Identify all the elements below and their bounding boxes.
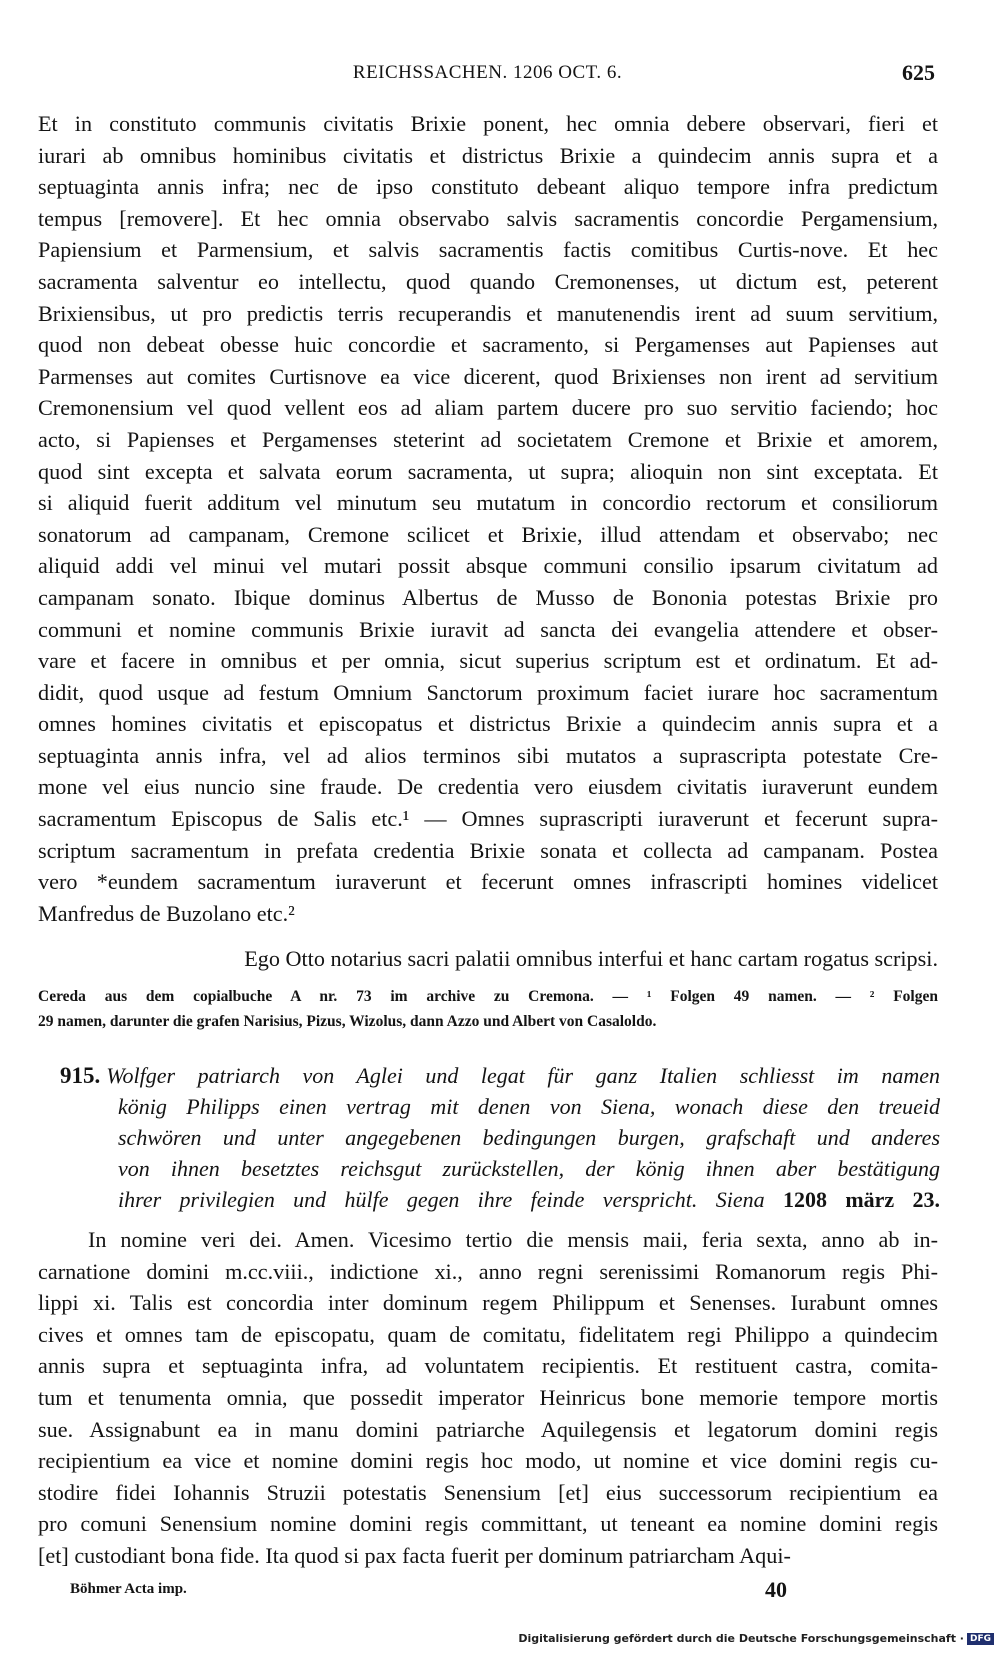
regest-line: ihrer privilegien und hülfe gegen ihre feinde verspricht. Siena bbox=[118, 1187, 765, 1212]
text-line: lippi xi. Talis est concordia inter dominum regem Philippum et Senenses. Iurabunt omnes bbox=[38, 1290, 938, 1316]
footnote-line: 29 namen, darunter die grafen Narisius, Pizus, Wizolus, dann Azzo und Albert von Casaloldo. bbox=[38, 1013, 657, 1030]
regest-line: schwören und unter angegebenen bedingungen burgen, grafschaft und anderes bbox=[118, 1125, 940, 1150]
document-text-block-2 bbox=[38, 1224, 938, 1572]
text-line: septuaginta annis infra, vel ad alios terminos sibi mutatos a suprascripta potestate Cre- bbox=[38, 742, 938, 768]
text-line: Cremonensium vel quod vellent eos ad aliam partem ducere pro suo servitio faciendo; hoc bbox=[38, 395, 938, 421]
text-line: campanam sonato. Ibique dominus Albertus de Musso de Bononia potestas Brixie pro bbox=[38, 584, 938, 610]
page-number: 625 bbox=[902, 60, 935, 85]
text-line: aliquid addi vel minui vel mutari possit absque communi consilio ipsarum civitatum ad bbox=[38, 553, 938, 579]
text-line: sonatorum ad campanam, Cremone scilicet et Brixie, illud attendam et observabo; nec bbox=[38, 521, 938, 547]
text-line: In nomine veri dei. Amen. Vicesimo tertio die mensis maii, feria sexta, anno ab in- bbox=[88, 1227, 938, 1252]
page-footer bbox=[70, 1577, 940, 1605]
text-line: si aliquid fuerit additum vel minutum seu mutatum in concordio rectorum et consiliorum bbox=[38, 490, 938, 516]
regest-number: 915. bbox=[60, 1063, 101, 1088]
text-line: stodire fidei Iohannis Struzii potestatis Senensium [et] eius successorum recipientium ea bbox=[38, 1479, 938, 1505]
text-line: [et] custodiant bona fide. Ita quod si pax facta fuerit per dominum patriarcham Aqui- bbox=[38, 1542, 791, 1568]
text-line: Et in constituto communis civitatis Brixie ponent, hec omnia debere observari, fieri et bbox=[38, 111, 938, 136]
text-line: acto, si Papienses et Pergamenses steterint ad societatem Cremone et Brixie et amorem, bbox=[38, 426, 938, 452]
text-line: quod non debeat obesse huic concordie et sacramento, si Pergamenses aut Papienses aut bbox=[38, 332, 938, 358]
document-text-block bbox=[38, 108, 938, 929]
text-line: didit, quod usque ad festum Omnium Sanctorum proximum faciet iurare hoc sacramentum bbox=[38, 679, 938, 705]
running-title: REICHSSACHEN. 1206 OCT. 6. bbox=[352, 62, 623, 83]
text-line: Parmenses aut comites Curtisnove ea vice dicerent, quod Brixienses non irent ad servitium bbox=[38, 363, 938, 389]
digitization-note: Digitalisierung gefördert durch die Deutsche Forschungsgemeinschaft · bbox=[518, 1632, 964, 1645]
signature-mark: 40 bbox=[765, 1577, 787, 1602]
text-line: tempus [removere]. Et hec omnia observabo salvis sacramentis concordie Pergamensium, bbox=[38, 205, 938, 231]
digitization-credit bbox=[518, 1632, 994, 1645]
notary-signature-line: Ego Otto notarius sacri palatii omnibus interfui et hanc cartam rogatus scripsi. bbox=[244, 946, 938, 971]
text-line: mone vel eius nuncio sine fraude. De credentia vero eiusdem civitatis iuraverunt eundem bbox=[38, 774, 938, 800]
text-line: vare et facere in omnibus et per omnia, sicut superius scriptum est et ordinatum. Et ad- bbox=[38, 648, 938, 674]
text-line: sacramenta salventur eo intellectu, quod quando Cremonenses, ut dictum est, peterent bbox=[38, 268, 938, 294]
text-line: recipientium ea vice et nomine domini regis hoc modo, ut nomine et vice domini regis cu- bbox=[38, 1448, 938, 1474]
text-line: cives et omnes tam de episcopatu, quam de comitatu, fidelitatem regi Philippo a quindecim bbox=[38, 1321, 938, 1347]
text-line: tum et tenumenta omnia, que possedit imperator Heinricus bone memorie tempore mortis bbox=[38, 1384, 938, 1410]
text-line: omnes homines civitatis et episcopatus et districtus Brixie a quindecim annis supra et a bbox=[38, 711, 938, 737]
regest-line: von ihnen besetztes reichsgut zurückstellen, der könig ihnen aber bestätigung bbox=[118, 1156, 940, 1181]
regest-entry bbox=[60, 1060, 940, 1215]
regest-line: Wolfger patriarch von Aglei und legat für ganz Italien schliesst im namen bbox=[106, 1063, 940, 1088]
text-line: scriptum sacramentum in prefata credentia Brixie sonata et collecta ad campanam. Postea bbox=[38, 837, 938, 863]
text-line: Manfredus de Buzolano etc.² bbox=[38, 900, 295, 926]
text-line: sue. Assignabunt ea in manu domini patriarche Aquilegensis et legatorum domini regis bbox=[38, 1416, 938, 1442]
text-line: vero *eundem sacramentum iuraverunt et fecerunt omnes infrascripti homines videlicet bbox=[38, 869, 938, 895]
text-line: pro comuni Senensium nomine domini regis committant, ut teneant ea nomine domini regis bbox=[38, 1511, 938, 1537]
text-line: annis supra et septuaginta infra, ad voluntatem recipientis. Et restituent castra, comita- bbox=[38, 1353, 938, 1379]
text-line: Papiensium et Parmensium, et salvis sacramentis factis comitibus Curtis-nove. Et hec bbox=[38, 237, 938, 263]
dfg-logo: DFG bbox=[967, 1633, 994, 1645]
footnotes bbox=[38, 984, 938, 1034]
text-line: communi et nomine communis Brixie iuravit ad sancta dei evangelia attendere et obser- bbox=[38, 616, 938, 642]
series-title: Böhmer Acta imp. bbox=[70, 1581, 187, 1597]
text-line: septuaginta annis infra; nec de ipso constituto debeant aliquo tempore infra predictum bbox=[38, 174, 938, 200]
text-line: iurari ab omnibus hominibus civitatis et districtus Brixie a quindecim annis supra et a bbox=[38, 142, 938, 168]
regest-line: könig Philipps einen vertrag mit denen von Siena, wonach diese den treueid bbox=[118, 1094, 940, 1119]
text-line: sacramentum Episcopus de Salis etc.¹ — Omnes suprascripti iuraverunt et fecerunt supra- bbox=[38, 806, 938, 832]
text-line: quod sint excepta et salvata eorum sacramenta, ut supra; alioquin non sint exceptata. Et bbox=[38, 458, 938, 484]
text-line: Brixiensibus, ut pro predictis terris recuperandis et manutenendis irent ad suum servitium, bbox=[38, 300, 938, 326]
page-header bbox=[40, 60, 935, 92]
footnote-line: Cereda aus dem copialbuche A nr. 73 im archive zu Cremona. — ¹ Folgen 49 namen. — ² Folgen bbox=[38, 988, 938, 1005]
regest-date: 1208 märz 23. bbox=[782, 1187, 941, 1212]
text-line: carnatione domini m.cc.viii., indictione xi., anno regni serenissimi Romanorum regis Phi- bbox=[38, 1258, 938, 1284]
